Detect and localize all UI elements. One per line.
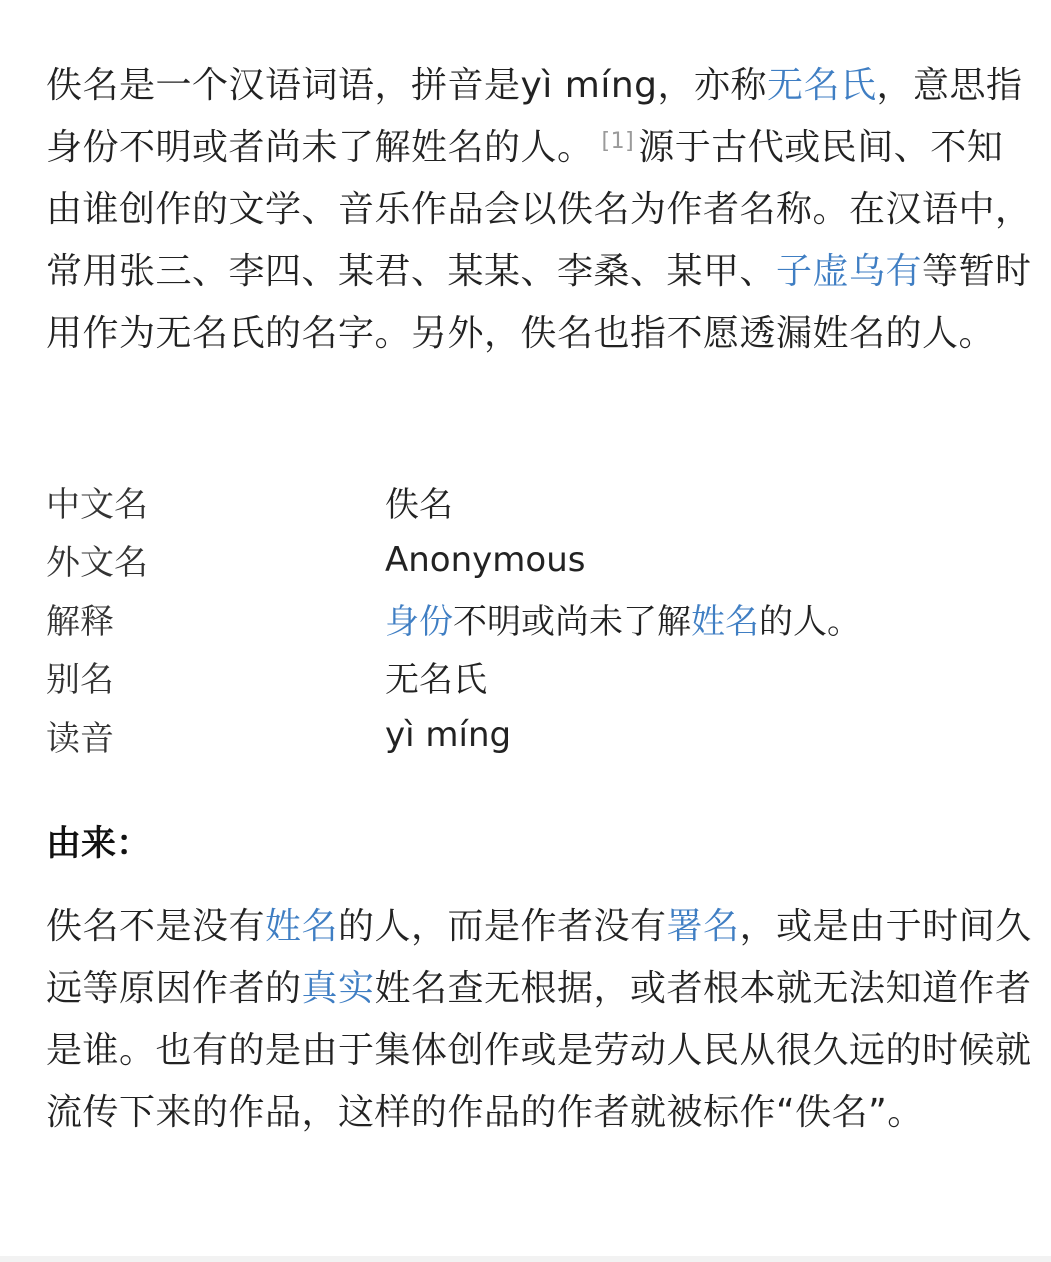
info-row-explanation: [46, 589, 1036, 648]
info-label: 解释: [46, 601, 114, 642]
info-row-alias: [46, 648, 1036, 707]
info-label: 中文名: [46, 484, 148, 525]
link-shenfen[interactable]: 身份: [385, 601, 453, 642]
intro-paragraph: [46, 55, 1036, 365]
info-row-foreign-name: [46, 531, 1036, 590]
intro-text-2: ，意思指身份不明或者尚未了解姓名的人。: [46, 65, 1023, 168]
info-value: Anonymous: [385, 539, 586, 580]
origin-text-3: ，或是由于时间久远等原因作者的: [46, 906, 1032, 1009]
link-shuming[interactable]: 署名: [666, 906, 740, 947]
link-wumingshi[interactable]: 无名氏: [767, 65, 877, 106]
link-xingming[interactable]: 姓名: [265, 906, 339, 947]
info-label: 别名: [46, 660, 114, 701]
intro-text-3: 源于古代或民间、不知由谁创作的文学、音乐作品会以佚名为作者名称。在汉语中，常用张三、李四、某君、某某、李桑、某甲、: [46, 127, 1032, 292]
info-value: [385, 594, 861, 643]
info-row-pronunciation: [46, 706, 1036, 765]
link-xingming-info[interactable]: 姓名: [691, 601, 759, 642]
info-value: 佚名: [385, 484, 453, 525]
info-value: 无名氏: [385, 660, 487, 701]
info-value-text-end: 的人。: [759, 601, 861, 642]
origin-paragraph: [46, 896, 1036, 1144]
link-zhenshi[interactable]: 真实: [301, 968, 375, 1009]
intro-text-4: 等暂时用作为无名氏的名字。另外，佚名也指不愿透漏姓名的人。: [46, 251, 1032, 354]
info-value-text: 不明或尚未了解: [453, 601, 691, 642]
origin-text-1: 佚名不是没有: [46, 906, 266, 947]
reference-marker[interactable]: [1]: [601, 129, 635, 154]
intro-text-1: 佚名是一个汉语词语，拼音是yì míng，亦称: [46, 65, 767, 106]
link-zixuwuyou[interactable]: 子虚乌有: [776, 251, 923, 292]
infobox: [46, 472, 1036, 765]
origin-text-2: 的人，而是作者没有: [338, 906, 667, 947]
origin-text-4: 姓名查无根据，或者根本就无法知道作者是谁。也有的是由于集体创作或是劳动人民从很久远的时候就流传下来的作品，这样的作品的作者就被标作“佚名”。: [46, 968, 1032, 1133]
info-row-chinese-name: [46, 472, 1036, 531]
info-label: 外文名: [46, 543, 148, 584]
info-value: yì míng: [385, 715, 512, 756]
bottom-divider: [0, 1256, 1051, 1262]
origin-heading: 由来：: [46, 824, 152, 864]
info-label: 读音: [46, 718, 114, 759]
